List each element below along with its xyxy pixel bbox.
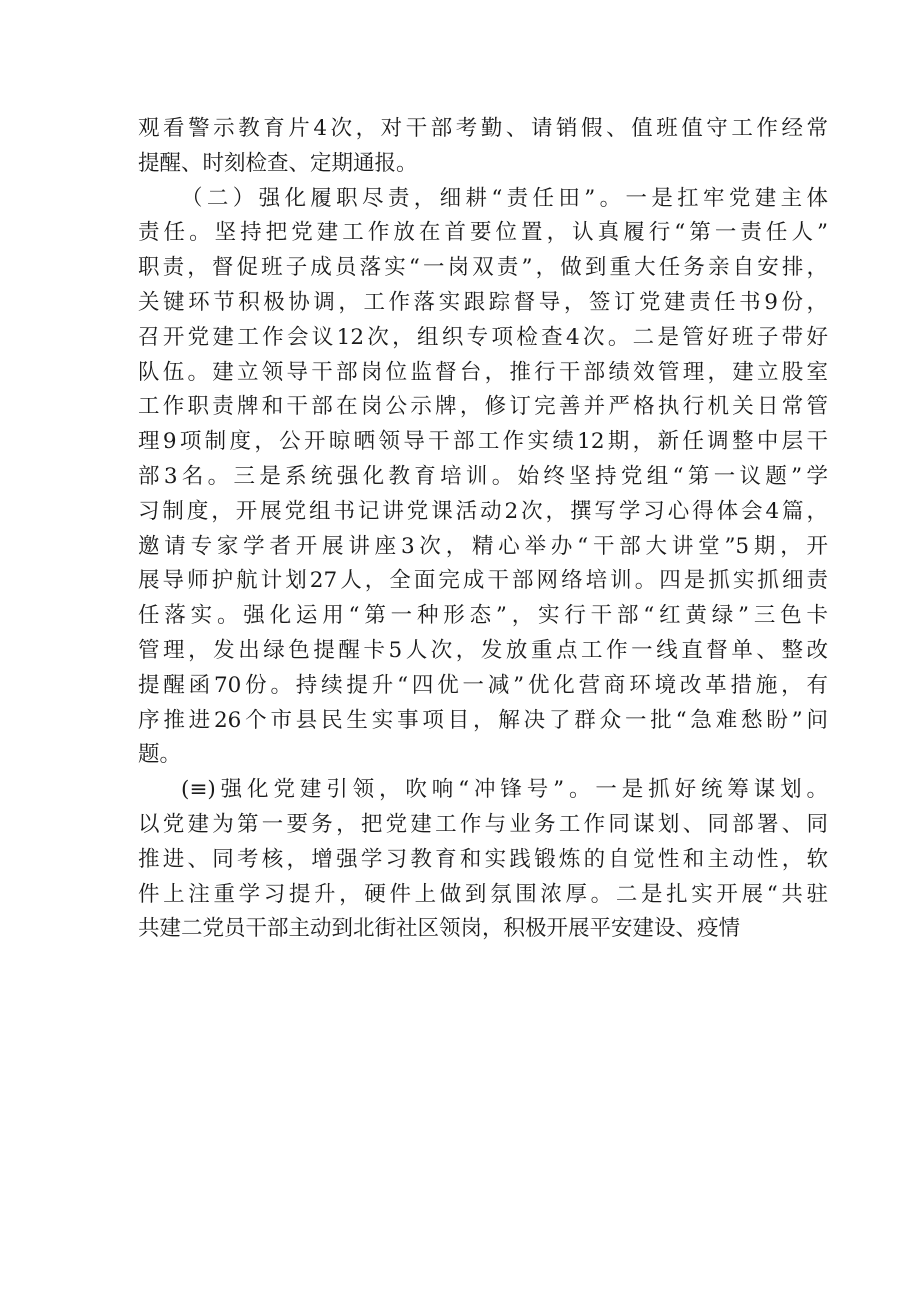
text-line: 件上注重学习提升，硬件上做到氛围浓厚。二是扎实开展“共驻 bbox=[138, 881, 828, 907]
text-line: 队伍。建立领导干部岗位监督台，推行干部绩效管理，建立股室 bbox=[138, 359, 828, 385]
text-line: 管理，发出绿色提醒卡5人次，发放重点工作一线直督单、整改 bbox=[138, 637, 828, 663]
paragraph bbox=[138, 112, 828, 182]
text-line: 理9项制度，公开晾晒领导干部工作实绩12期，新任调整中层干 bbox=[138, 429, 828, 455]
paragraph bbox=[138, 182, 828, 774]
text-line: 任落实。强化运用“第一种形态”，实行干部“红黄绿”三色卡 bbox=[138, 603, 828, 629]
text-line: 提醒函70份。持续提升“四优一减”优化营商环境改革措施，有 bbox=[138, 672, 828, 698]
text-line: 部3名。三是系统强化教育培训。始终坚持党组“第一议题”学 bbox=[138, 463, 828, 489]
text-line: 观看警示教育片4次，对干部考勤、请销假、值班值守工作经常 bbox=[138, 116, 828, 141]
text-line: 召开党建工作会议12次，组织专项检查4次。二是管好班子带好 bbox=[138, 324, 828, 350]
text-line: 共建二党员干部主动到北街社区领岗，积极开展平安建设、疫情 bbox=[138, 916, 741, 942]
text-line: （二）强化履职尽责，细耕“责任田”。一是扛牢党建主体 bbox=[181, 185, 828, 211]
text-line: 以党建为第一要务，把党建工作与业务工作同谋划、同部署、同 bbox=[138, 811, 828, 837]
text-line: 序推进26个市县民生实事项目，解决了群众一批“急难愁盼”问 bbox=[138, 707, 828, 733]
document-body bbox=[138, 112, 828, 947]
text-line: 邀请专家学者开展讲座3次，精心举办“干部大讲堂”5期，开 bbox=[138, 533, 828, 559]
paragraph bbox=[138, 773, 828, 947]
text-line: 展导师护航计划27人，全面完成干部网络培训。四是抓实抓细责 bbox=[138, 568, 828, 594]
text-line: (≡)强化党建引领，吹响“冲锋号”。一是抓好统筹谋划。 bbox=[181, 777, 828, 803]
text-line: 责任。坚持把党建工作放在首要位置，认真履行“第一责任人” bbox=[138, 220, 828, 246]
text-line: 提醒、时刻检查、定期通报。 bbox=[138, 150, 418, 176]
text-line: 习制度，开展党组书记讲党课活动2次，撰写学习心得体会4篇， bbox=[138, 498, 828, 524]
text-line: 题。 bbox=[138, 742, 182, 768]
text-line: 推进、同考核，增强学习教育和实践锻炼的自觉性和主动性，软 bbox=[138, 846, 828, 872]
text-line: 关键环节积极协调，工作落实跟踪督导，签订党建责任书9份， bbox=[138, 289, 828, 315]
text-line: 职责，督促班子成员落实“一岗双责”，做到重大任务亲自安排， bbox=[138, 255, 828, 281]
text-line: 工作职责牌和干部在岗公示牌，修订完善并严格执行机关日常管 bbox=[138, 394, 828, 420]
